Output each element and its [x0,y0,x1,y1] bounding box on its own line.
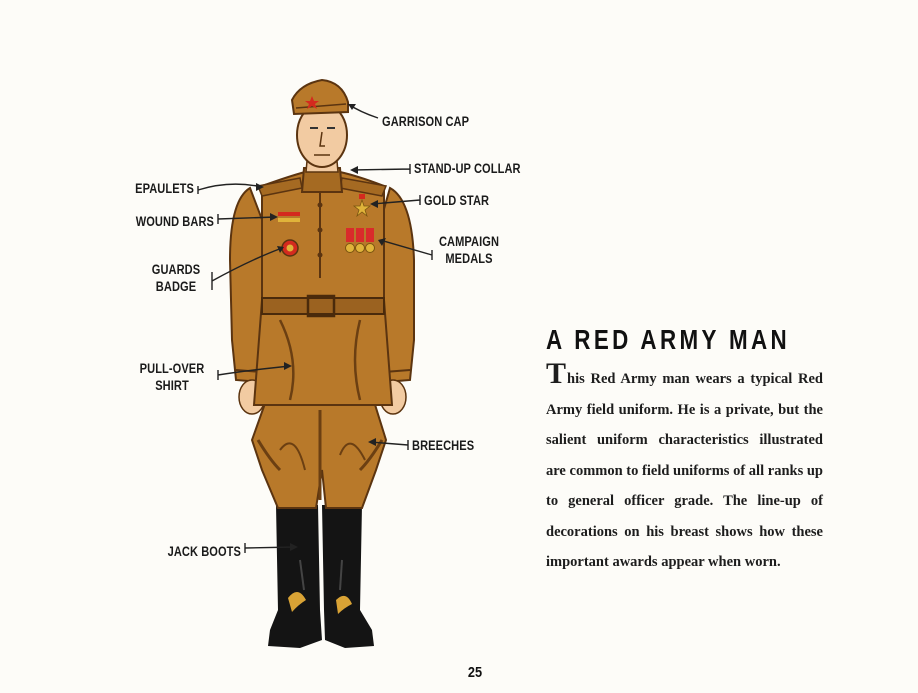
label-stand-up-collar: STAND-UP COLLAR [414,161,521,176]
garrison-cap-drawing [292,80,348,114]
drop-cap: T [546,357,567,390]
label-pull-over-shirt-line-2: SHIRT [155,378,189,393]
label-campaign-medals [432,233,506,267]
label-jack-boots: JACK BOOTS [167,544,241,559]
label-campaign-medals-line-2: MEDALS [445,251,493,266]
guards-badge-drawing [282,240,298,256]
label-guards-badge-line-2: BADGE [155,279,197,294]
label-pull-over-shirt [136,360,208,394]
label-wound-bars: WOUND BARS [135,214,214,229]
breeches-drawing [252,395,386,508]
label-pull-over-shirt-line-1: PULL-OVER [139,361,205,376]
label-epaulets: EPAULETS [135,181,194,196]
label-guards-badge-line-1: GUARDS [151,262,201,277]
label-garrison-cap: GARRISON CAP [382,114,470,129]
jack-boots-drawing [268,505,374,648]
label-campaign-medals-line-1: CAMPAIGN [438,234,500,249]
page-number: 25 [467,664,483,681]
article-body [546,357,823,578]
label-breeches: BREECHES [412,438,475,453]
pull-over-shirt-drawing [254,172,392,405]
article-body-text: his Red Army man wears a typical Red Army field uniform. He is a private, but the salient uniform characteristics illustrated are common to field uniforms of all ranks up to general officer grade. The line-up of decorations on his breast shows how these important awards appear when worn. [546,371,823,570]
label-gold-star: GOLD STAR [424,193,490,208]
label-guards-badge [146,261,205,295]
belt-drawing [262,296,384,316]
article-title: A RED ARMY MAN [546,324,791,355]
campaign-medals-drawing [346,228,375,253]
